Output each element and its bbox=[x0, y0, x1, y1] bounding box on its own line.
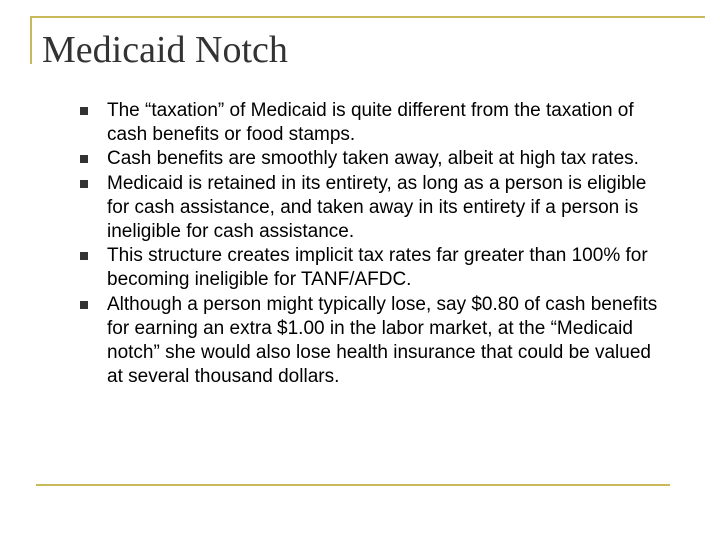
square-bullet-icon bbox=[80, 252, 88, 260]
bullet-item bbox=[80, 172, 670, 245]
bullet-text: The “taxation” of Medicaid is quite different from the taxation of cash benefits or food stamps. bbox=[107, 100, 634, 146]
bullet-text: Medicaid is retained in its entirety, as long as a person is eligible for cash assistance, and taken away in its entirety if a person is ineligible for cash assistance. bbox=[107, 172, 647, 243]
square-bullet-icon bbox=[80, 180, 88, 188]
bullet-item bbox=[80, 293, 670, 390]
bullet-text: Cash benefits are smoothly taken away, albeit at high tax rates. bbox=[107, 148, 639, 170]
bullet-item bbox=[80, 99, 670, 147]
square-bullet-icon bbox=[80, 301, 88, 309]
square-bullet-icon bbox=[80, 155, 88, 163]
bullet-item bbox=[80, 147, 670, 171]
bullet-text: Although a person might typically lose, say $0.80 of cash benefits for earning an extra $1.00 in the labor market, at the “Medicaid notch” she would also lose health insurance that could be valued at several thousand dollars. bbox=[107, 293, 658, 388]
square-bullet-icon bbox=[80, 107, 88, 115]
bullet-text: This structure creates implicit tax rates far greater than 100% for becoming ineligible for TANF/AFDC. bbox=[107, 245, 648, 291]
slide-title: Medicaid Notch bbox=[42, 29, 288, 71]
bullet-item bbox=[80, 244, 670, 292]
top-border-line bbox=[30, 16, 705, 18]
bottom-border-line bbox=[36, 484, 670, 486]
left-border-line bbox=[30, 16, 32, 64]
bullet-list bbox=[80, 99, 670, 389]
